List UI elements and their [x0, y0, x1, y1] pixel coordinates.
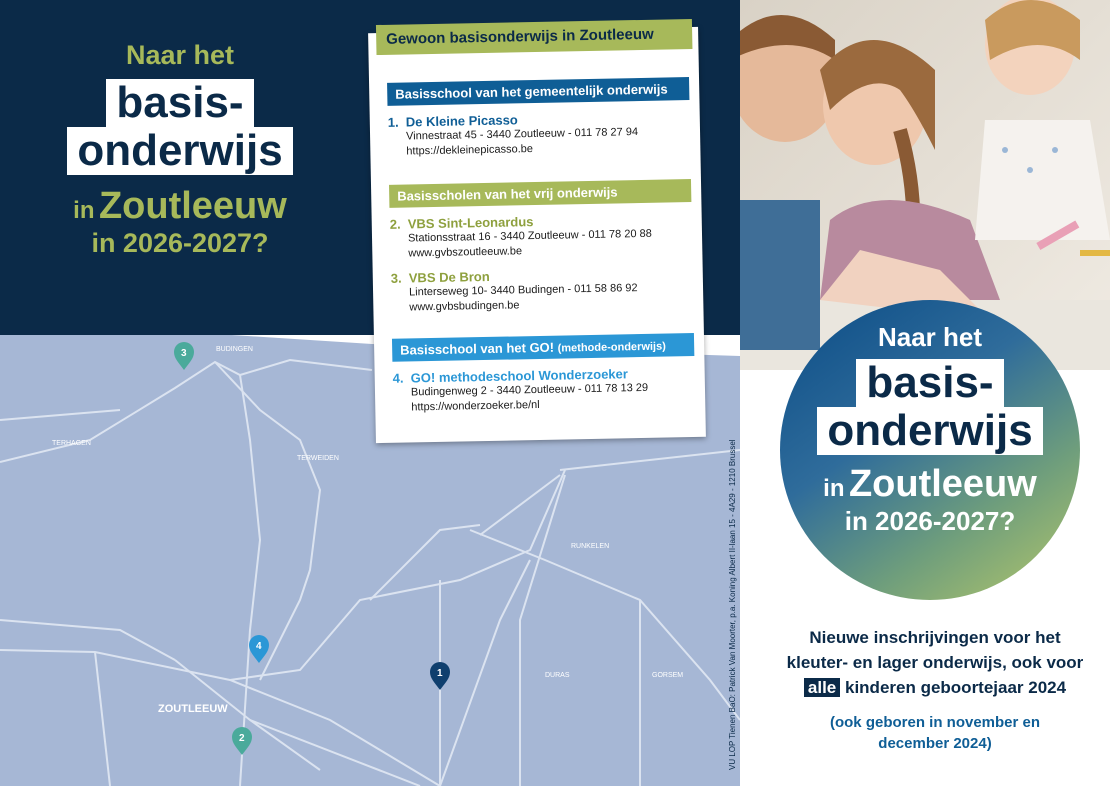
school-number: 2. — [389, 216, 401, 232]
school-url[interactable]: https://dekleinepicasso.be — [406, 143, 534, 158]
section-free-header: Basisscholen van het vrij onderwijs — [389, 179, 691, 208]
pin-label: 3 — [181, 348, 187, 359]
map-label-gorsem: GORSEM — [652, 672, 684, 679]
left-title-in: in — [73, 197, 95, 224]
school-number: 1. — [387, 114, 399, 130]
circle-title-pre: Naar het — [877, 322, 983, 352]
school-name: De Kleine Picasso — [405, 112, 518, 130]
map-label-runkelen: RUNKELEN — [571, 543, 610, 550]
school-list-card — [368, 27, 706, 443]
school-name: GO! methodeschool Wonderzoeker — [410, 366, 629, 386]
pin-label: 1 — [437, 668, 443, 679]
left-title-year: in 2026-2027? — [91, 228, 269, 258]
school-number: 4. — [392, 370, 404, 386]
map-label-terhagen: TERHAGEN — [52, 440, 91, 447]
section-municipal-header: Basisschool van het gemeentelijk onderwijs — [387, 77, 689, 106]
left-title-city: Zoutleeuw — [98, 185, 287, 227]
registration-subnote — [780, 712, 1090, 754]
left-title-pre: Naar het — [125, 40, 235, 70]
registration-line1: Nieuwe inschrijvingen voor het — [809, 628, 1061, 647]
school-address: Budingenweg 2 - 3440 Zoutleeuw - 011 78 13 29 — [410, 381, 649, 399]
publisher-note: VU LOP Tienen BaO: Patrick Van Moorter, p.a. Koning Albert II-laan 15 - 4A29 - 1210 Brussel — [728, 439, 737, 770]
school-item-4[interactable] — [393, 365, 694, 416]
school-number: 3. — [390, 270, 402, 286]
circle-title-year: in 2026-2027? — [844, 506, 1016, 536]
section-go-header — [392, 333, 694, 362]
section-go-subtitle: (methode-onderwijs) — [557, 340, 666, 355]
school-name: VBS Sint-Leonardus — [407, 214, 534, 232]
registration-sub1: (ook geboren in november en — [829, 714, 1041, 731]
registration-line2: kleuter- en lager onderwijs, ook voor — [786, 653, 1084, 672]
registration-line3: kinderen geboortejaar 2024 — [845, 678, 1067, 697]
circle-title-line1: basis- — [856, 359, 1003, 407]
pin-label: 2 — [239, 733, 245, 744]
school-address: Vinnestraat 45 - 3440 Zoutleeuw - 011 78 27 94 — [405, 126, 639, 143]
school-url[interactable]: https://wonderzoeker.be/nl — [411, 398, 540, 414]
school-item-2[interactable] — [390, 211, 691, 262]
map-label-zoutleeuw: ZOUTLEEUW — [158, 703, 228, 715]
title-circle — [780, 300, 1080, 600]
school-address: Linterseweg 10- 3440 Budingen - 011 58 86 92 — [408, 282, 638, 299]
left-title-line1: basis- — [106, 79, 253, 127]
left-title — [50, 40, 310, 259]
card-header: Gewoon basisonderwijs in Zoutleeuw — [376, 19, 693, 55]
circle-title-line2: onderwijs — [817, 407, 1042, 455]
circle-title-in: in — [823, 475, 845, 502]
school-url[interactable]: www.gvbszoutleeuw.be — [408, 245, 523, 260]
map-label-terweiden: TERWEIDEN — [297, 455, 339, 462]
section-go-title: Basisschool van het GO! — [400, 339, 555, 358]
school-item-1[interactable] — [388, 109, 689, 160]
school-url[interactable]: www.gvbsbudingen.be — [409, 299, 520, 314]
alle-highlight: alle — [804, 678, 840, 697]
circle-title-city: Zoutleeuw — [848, 463, 1037, 505]
school-item-3[interactable] — [391, 265, 692, 316]
school-address: Stationsstraat 16 - 3440 Zoutleeuw - 011 78 20 88 — [407, 227, 652, 245]
registration-note — [760, 625, 1110, 700]
pin-label: 4 — [256, 641, 262, 652]
left-title-line2: onderwijs — [67, 127, 292, 175]
school-name: VBS De Bron — [408, 268, 490, 286]
map-label-duras: DURAS — [545, 672, 570, 679]
map-label-budingen: BUDINGEN — [216, 346, 253, 353]
registration-sub2: december 2024) — [878, 735, 992, 752]
